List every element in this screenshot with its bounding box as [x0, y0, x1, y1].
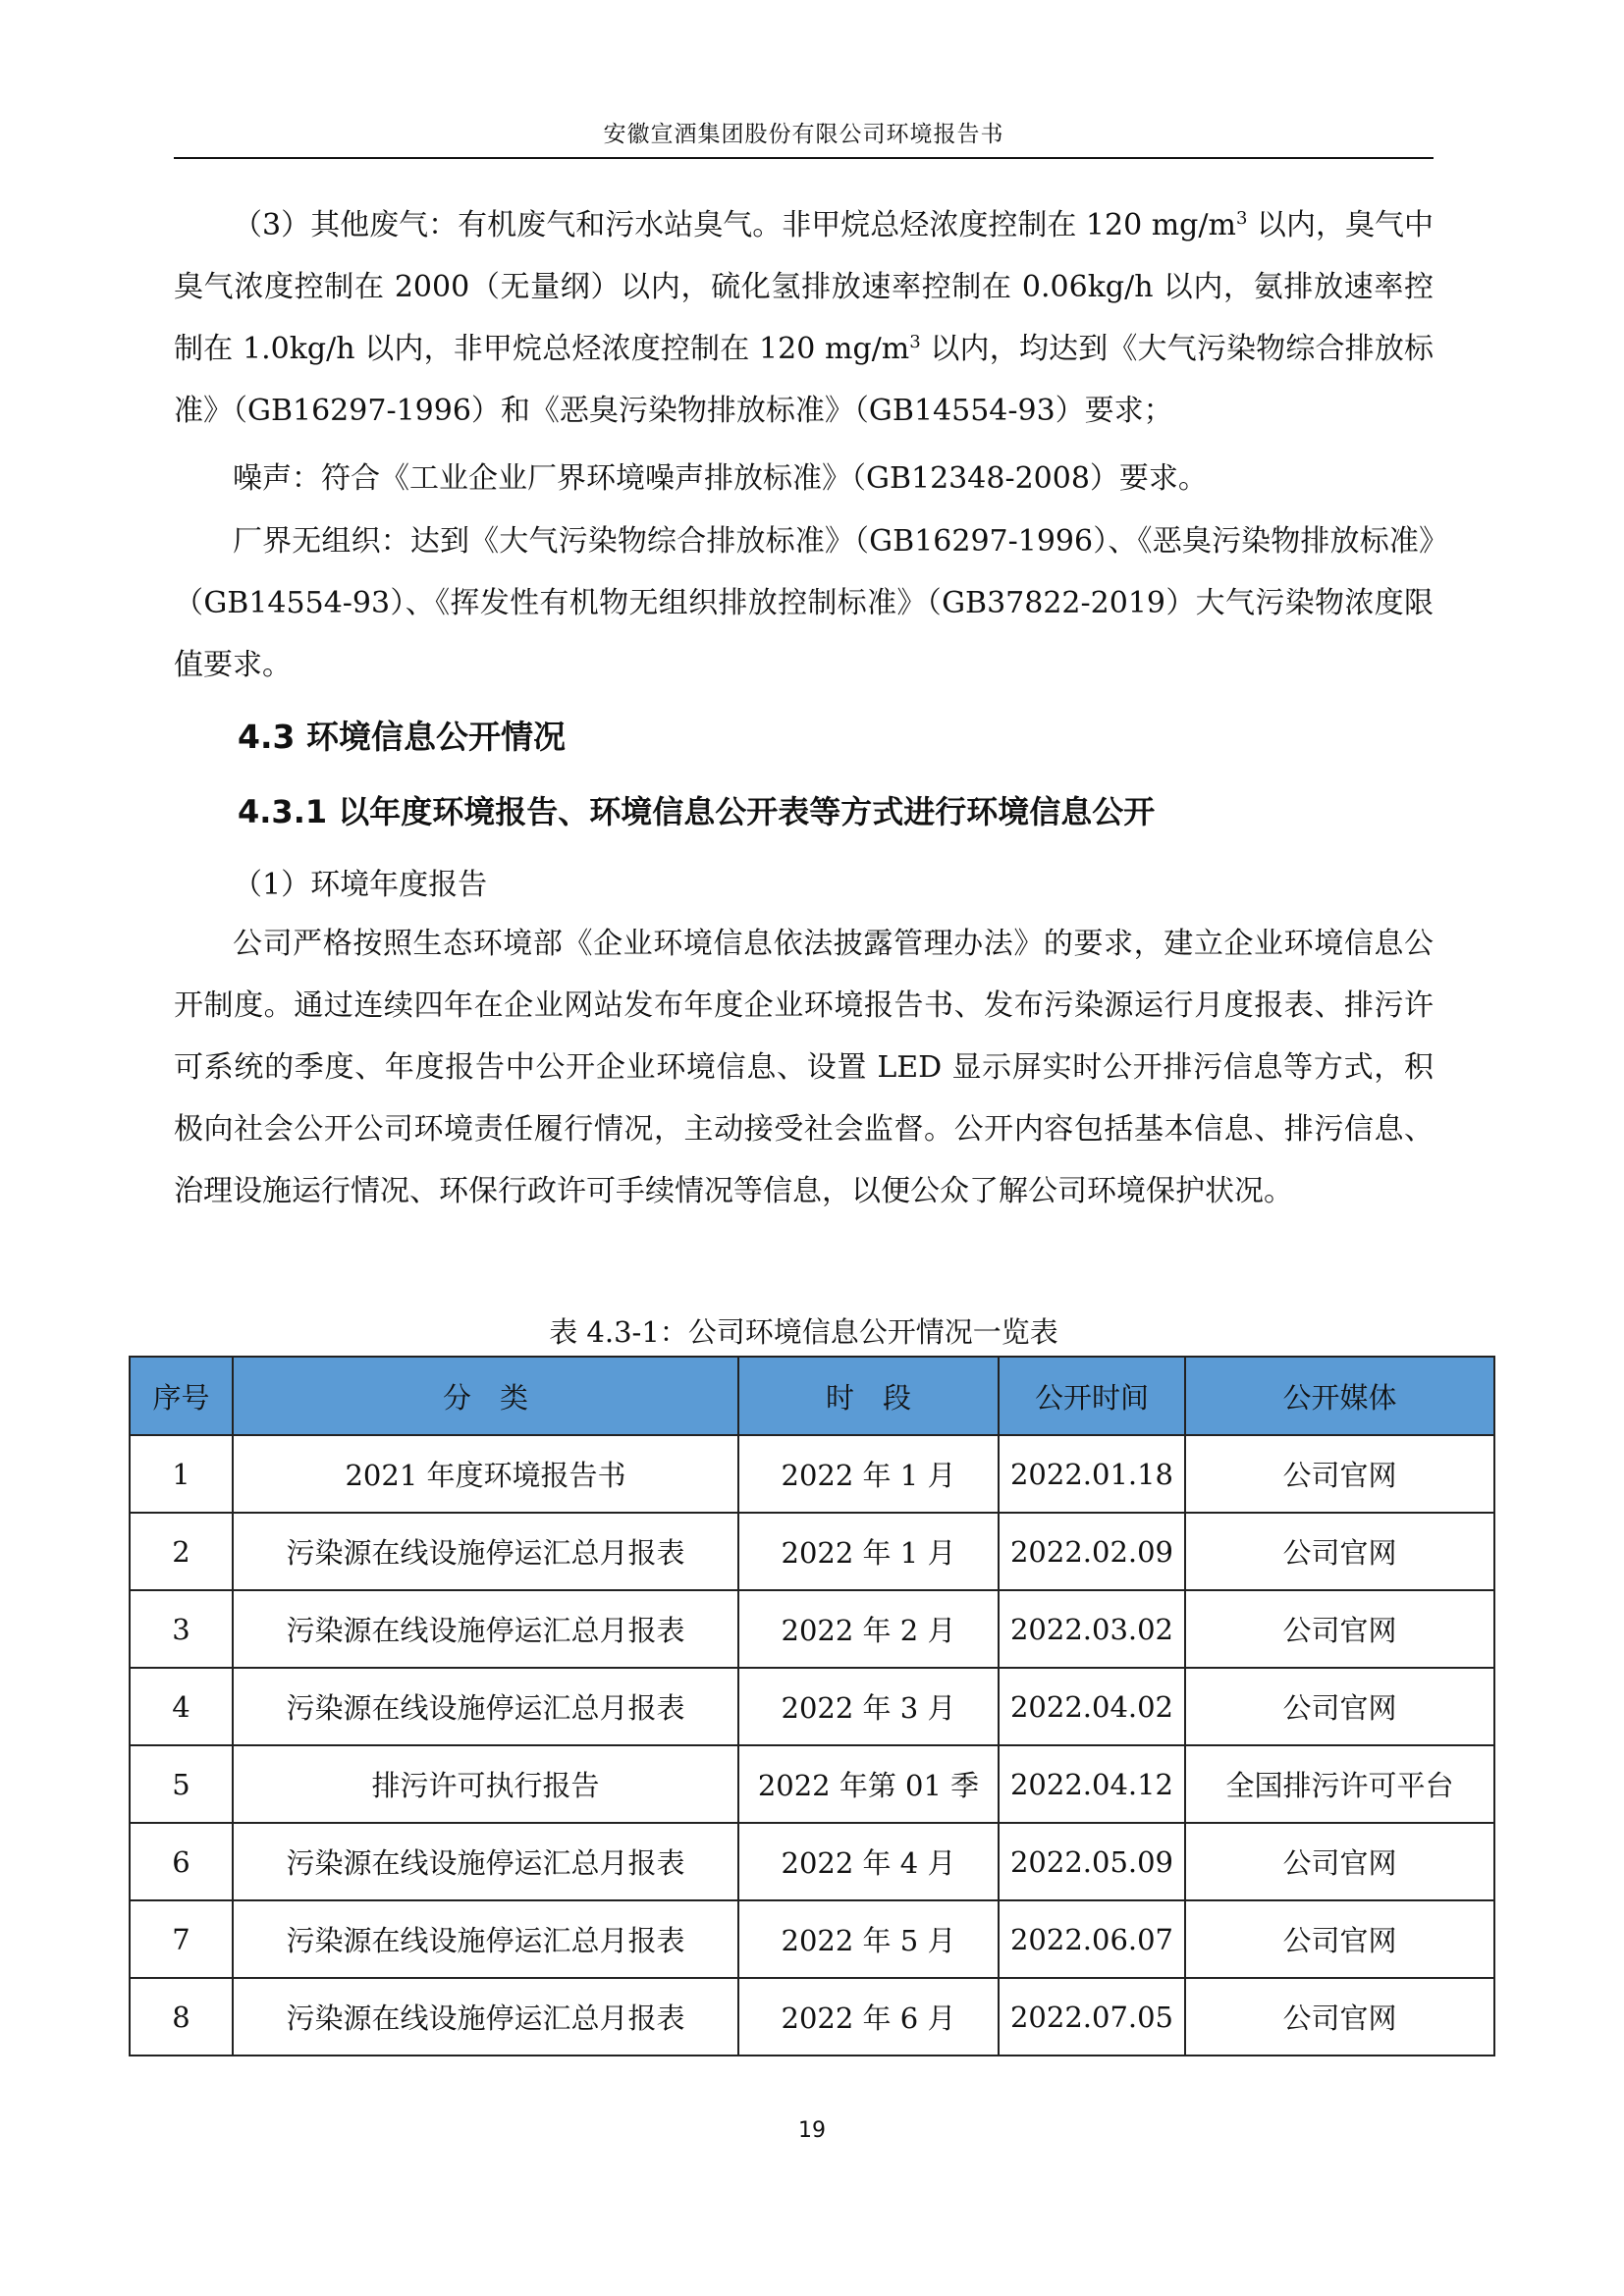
cell-period: 2022 年 2 月: [738, 1590, 999, 1668]
page-header: 安徽宣酒集团股份有限公司环境报告书: [603, 122, 1004, 147]
table-row: [130, 1900, 1494, 1978]
cell-publish-date: 2022.07.05: [999, 1978, 1185, 2056]
disclosure-table: [129, 1356, 1495, 2056]
cell-index: 1: [130, 1435, 233, 1513]
cell-period: 2022 年 5 月: [738, 1900, 999, 1978]
disclosure-paragraph: 公司严格按照生态环境部《企业环境信息依法披露管理办法》的要求，建立企业环境信息公开制度。通过连续四年在企业网站发布年度企业环境报告书、发布污染源运行月度报表、排污许可系统的季度、年度报告中公开企业环境信息、设置 LED 显示屏实时公开排污信息等方式，积极向社会公开公司环境责任履行情况，主动接受社会监督。公开内容包括基本信息、排污信息、治理设施运行情况、环保行政许可手续情况等信息，以便公众了解公司环境保护状况。: [174, 927, 1434, 1208]
item-label: （1）环境年度报告: [233, 868, 488, 902]
cell-index: 7: [130, 1900, 233, 1978]
column-header: 时 段: [738, 1357, 999, 1435]
cell-media: 公司官网: [1185, 1900, 1494, 1978]
cell-period: 2022 年第 01 季: [738, 1745, 999, 1823]
cell-period: 2022 年 1 月: [738, 1435, 999, 1513]
cell-publish-date: 2022.05.09: [999, 1823, 1185, 1900]
cell-category: 排污许可执行报告: [233, 1745, 738, 1823]
column-header: 公开媒体: [1185, 1357, 1494, 1435]
cell-media: 公司官网: [1185, 1590, 1494, 1668]
cell-category: 污染源在线设施停运汇总月报表: [233, 1823, 738, 1900]
table-row: [130, 1668, 1494, 1745]
boundary-paragraph: 厂界无组织：达到《大气污染物综合排放标准》（GB16297-1996）、《恶臭污染物排放标准》（GB14554-93）、《挥发性有机物无组织排放控制标准》（GB37822-2019）大气污染物浓度限值要求。: [174, 524, 1434, 682]
cell-media: 公司官网: [1185, 1668, 1494, 1745]
cell-period: 2022 年 1 月: [738, 1513, 999, 1590]
waste-gas-text-3: 以内，均达到《大气污染物综合排放标准》（GB16297-1996）和《恶臭污染物排放标准》（GB14554-93）要求；: [174, 332, 1434, 428]
cell-publish-date: 2022.01.18: [999, 1435, 1185, 1513]
waste-gas-text-1: （3）其他废气：有机废气和污水站臭气。非甲烷总烃浓度控制在 120 mg/m: [233, 208, 1236, 242]
cell-category: 污染源在线设施停运汇总月报表: [233, 1900, 738, 1978]
cell-publish-date: 2022.04.12: [999, 1745, 1185, 1823]
table-row: [130, 1435, 1494, 1513]
cell-category: 2021 年度环境报告书: [233, 1435, 738, 1513]
cell-category: 污染源在线设施停运汇总月报表: [233, 1978, 738, 2056]
header-rule: [174, 157, 1434, 159]
superscript-3: 3: [1235, 208, 1248, 229]
cell-period: 2022 年 4 月: [738, 1823, 999, 1900]
section-heading-4-3: 4.3 环境信息公开情况: [238, 718, 566, 756]
waste-gas-paragraph: [174, 194, 1434, 442]
cell-media: 公司官网: [1185, 1823, 1494, 1900]
table-row: [130, 1978, 1494, 2056]
cell-publish-date: 2022.04.02: [999, 1668, 1185, 1745]
cell-index: 5: [130, 1745, 233, 1823]
cell-period: 2022 年 3 月: [738, 1668, 999, 1745]
cell-category: 污染源在线设施停运汇总月报表: [233, 1590, 738, 1668]
column-header: 序号: [130, 1357, 233, 1435]
cell-media: 公司官网: [1185, 1978, 1494, 2056]
waste-gas-text-2: 以内，臭气中臭气浓度控制在 2000（无量纲）以内，硫化氢排放速率控制在 0.06kg/h 以内，氨排放速率控制在 1.0kg/h 以内，非甲烷总烃浓度控制在 120 mg/m: [174, 208, 1434, 366]
cell-index: 2: [130, 1513, 233, 1590]
table-row: [130, 1745, 1494, 1823]
table-row: [130, 1590, 1494, 1668]
column-header: 公开时间: [999, 1357, 1185, 1435]
table-caption: 表 4.3-1：公司环境信息公开情况一览表: [549, 1315, 1058, 1349]
cell-media: 公司官网: [1185, 1513, 1494, 1590]
cell-publish-date: 2022.03.02: [999, 1590, 1185, 1668]
cell-publish-date: 2022.02.09: [999, 1513, 1185, 1590]
cell-period: 2022 年 6 月: [738, 1978, 999, 2056]
cell-media: 全国排污许可平台: [1185, 1745, 1494, 1823]
page-number: 19: [798, 2118, 826, 2143]
table-row: [130, 1823, 1494, 1900]
table-row: [130, 1513, 1494, 1590]
column-header: 分 类: [233, 1357, 738, 1435]
table-header-row: [130, 1357, 1494, 1435]
cell-index: 6: [130, 1823, 233, 1900]
cell-category: 污染源在线设施停运汇总月报表: [233, 1513, 738, 1590]
cell-index: 8: [130, 1978, 233, 2056]
superscript-3: 3: [909, 332, 921, 352]
cell-index: 3: [130, 1590, 233, 1668]
noise-paragraph: 噪声：符合《工业企业厂界环境噪声排放标准》（GB12348-2008）要求。: [233, 461, 1208, 496]
cell-category: 污染源在线设施停运汇总月报表: [233, 1668, 738, 1745]
section-heading-4-3-1: 4.3.1 以年度环境报告、环境信息公开表等方式进行环境信息公开: [238, 793, 1156, 830]
cell-index: 4: [130, 1668, 233, 1745]
cell-publish-date: 2022.06.07: [999, 1900, 1185, 1978]
cell-media: 公司官网: [1185, 1435, 1494, 1513]
